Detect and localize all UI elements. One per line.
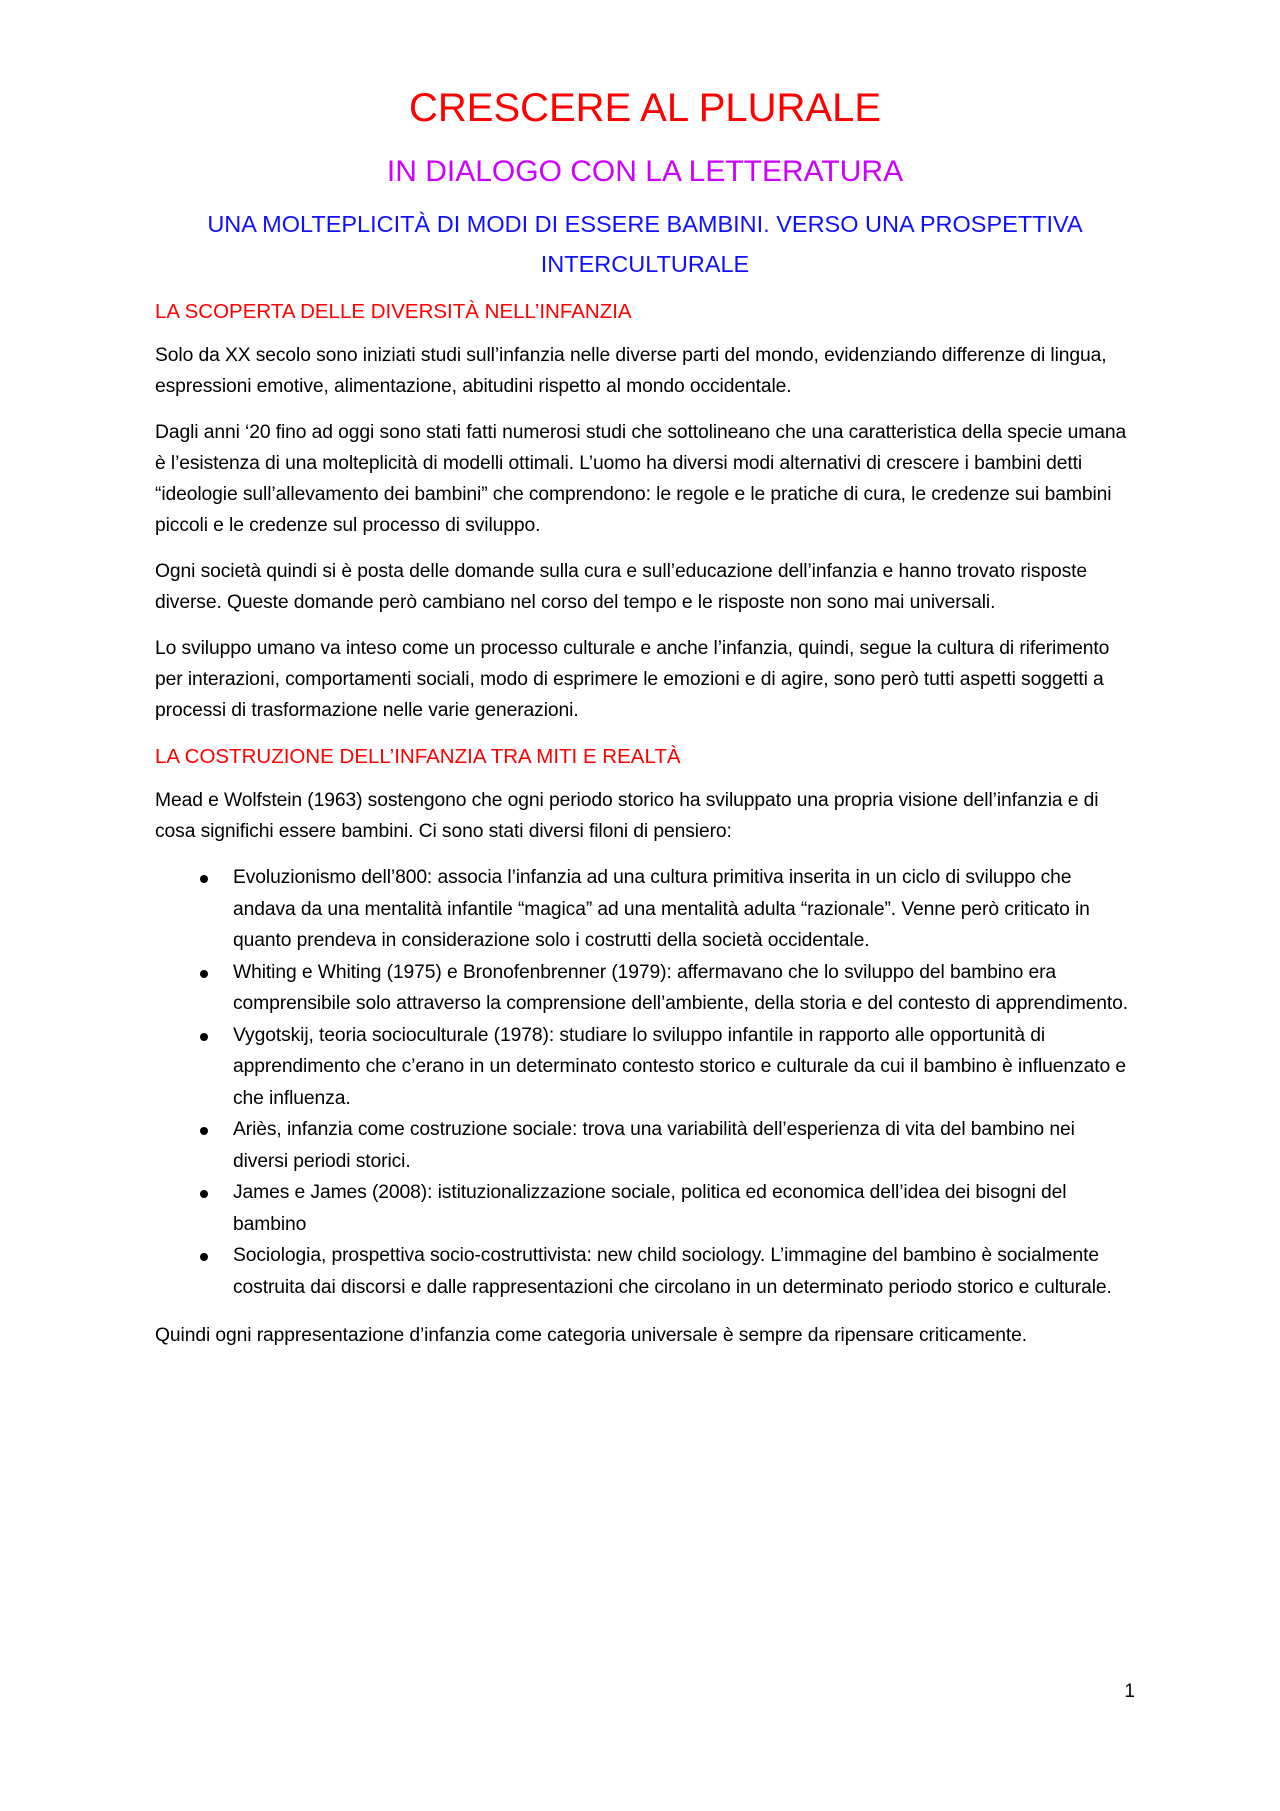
list-item-text: Ariès, infanzia come costruzione sociale: trova una variabilità dell’esperienza di vita del bambino nei diversi periodi storici. [233,1119,1075,1172]
list-item-text: James e James (2008): istituzionalizzazione sociale, politica ed economica dell’idea dei bisogni del bambino [233,1182,1067,1235]
paragraph: Ogni società quindi si è posta delle domande sulla cura e sull’educazione dell’infanzia e hanno trovato risposte diverse. Queste domande però cambiano nel corso del tempo e le risposte non sono mai universali. [155,561,1088,613]
list-item-text: Evoluzionismo dell’800: associa l’infanzia ad una cultura primitiva inserita in un ciclo di sviluppo che andava da una mentalità infantile “magica” ad una mentalità adulta “razionale”. Venne però criticato in quanto prendeva in considerazione solo i costrutti della società occidentale. [233,867,1090,951]
paragraph: Lo sviluppo umano va inteso come un processo culturale e anche l’infanzia, quindi, segue la cultura di riferimento per interazioni, comportamenti sociali, modo di esprimere le emozioni e di agire, sono però tutti aspetti soggetti a processi di trasformazione nelle varie generazioni. [155,638,1110,721]
section-heading-scoperta: LA SCOPERTA DELLE DIVERSITÀ NELL’INFANZIA [155,300,632,323]
list-item [155,957,1135,1020]
list-item [155,1240,1135,1303]
page-content [155,78,1135,1366]
paragraph-intro: Mead e Wolfstein (1963) sostengono che ogni periodo storico ha sviluppato una propria visione dell’infanzia e di cosa significhi essere bambini. Ci sono stati diversi filoni di pensiero: [155,790,1099,842]
list-item-text: Vygotskij, teoria socioculturale (1978): studiare lo sviluppo infantile in rapporto alle opportunità di apprendimento che c’erano in un determinato contesto storico e culturale da cui il bambino è influenzato e che influenza. [233,1024,1126,1109]
bullet-list [155,862,1135,1303]
bullet-icon [200,875,208,883]
bullet-icon [200,970,208,978]
list-item-text: Whiting e Whiting (1975) e Bronofenbrenner (1979): affermavano che lo sviluppo del bambino era comprensibile solo attraverso la comprensione dell’ambiente, della storia e del contesto di apprendimento. [233,961,1129,1014]
chapter-heading: UNA MOLTEPLICITÀ DI MODI DI ESSERE BAMBINI. VERSO UNA PROSPETTIVA INTERCULTURALE [207,211,1083,277]
list-item-text: Sociologia, prospettiva socio-costruttivista: new child sociology. L’immagine del bambino è socialmente costruita dai discorsi e dalle rappresentazioni che circolano in un determinato periodo storico e culturale. [233,1245,1112,1298]
section-heading-costruzione: LA COSTRUZIONE DELL’INFANZIA TRA MITI E REALTÀ [155,745,681,768]
bullet-icon [200,1127,208,1135]
list-item [155,1114,1135,1177]
page-number: 1 [1124,1681,1135,1702]
paragraph: Solo da XX secolo sono iniziati studi sull’infanzia nelle diverse parti del mondo, evidenziando differenze di lingua, espressioni emotive, alimentazione, abitudini rispetto al mondo occidentale. [155,345,1107,397]
bullet-icon [200,1033,208,1041]
list-item [155,1020,1135,1115]
list-item [155,862,1135,957]
document-subtitle: IN DIALOGO CON LA LETTERATURA [386,155,904,188]
paragraph: Dagli anni ‘20 fino ad oggi sono stati fatti numerosi studi che sottolineano che una caratteristica della specie umana è l’esistenza di una molteplicità di modelli ottimali. L’uomo ha diversi modi alternativi di crescere i bambini detti “ideologie sull’allevamento dei bambini” che comprendono: le regole e le pratiche di cura, le credenze sui bambini piccoli e le credenze sul processo di sviluppo. [155,422,1127,536]
paragraph-conclusion: Quindi ogni rappresentazione d’infanzia come categoria universale è sempre da ripensare criticamente. [155,1325,1027,1346]
document-title: CRESCERE AL PLURALE [408,86,882,130]
bullet-icon [200,1253,208,1261]
bullet-icon [200,1190,208,1198]
list-item [155,1177,1135,1240]
